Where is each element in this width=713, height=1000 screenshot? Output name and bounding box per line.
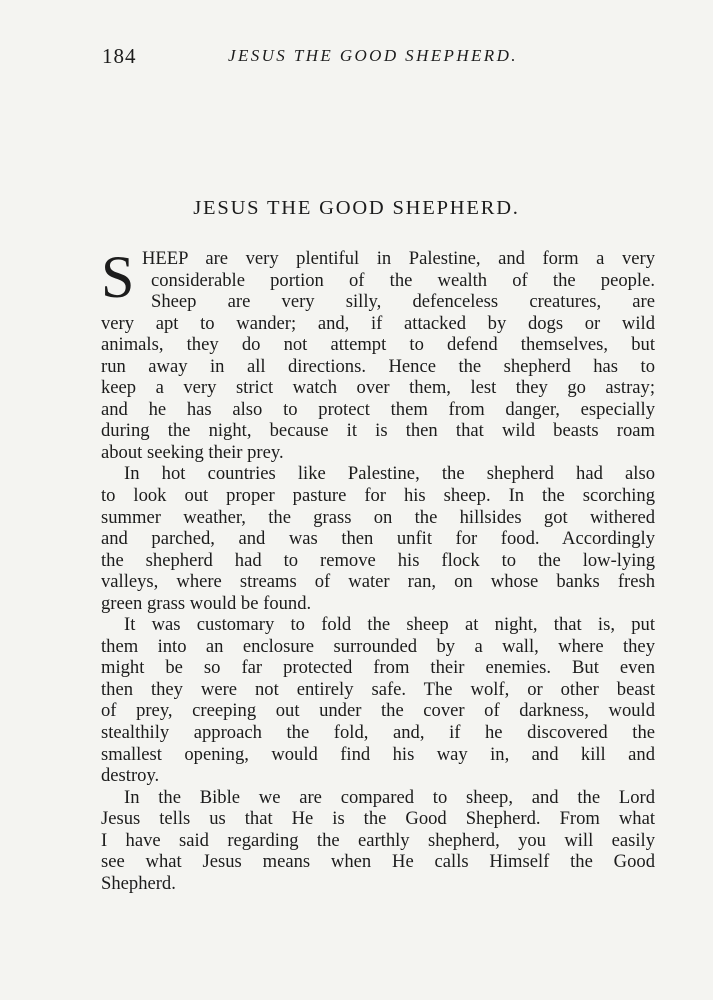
text-line: to look out proper pasture for his sheep. In the scorching	[101, 485, 655, 507]
text-line: during the night, because it is then that wild beasts roam	[101, 420, 655, 442]
text-line: It was customary to fold the sheep at night, that is, put	[124, 614, 655, 636]
text-line: see what Jesus means when He calls Himself the Good	[101, 851, 655, 873]
text-line: run away in all directions. Hence the shepherd has to	[101, 355, 655, 377]
text-line: destroy.	[101, 765, 160, 787]
text-line: the shepherd had to remove his flock to the low-lying	[101, 549, 655, 571]
text-line: summer weather, the grass on the hillsides got withered	[101, 506, 655, 528]
text-line: Shepherd.	[101, 872, 176, 894]
text-line: HEEP are very plentiful in Palestine, and form a very	[142, 248, 655, 269]
body-text	[101, 244, 655, 894]
paragraph-4	[101, 787, 655, 895]
text-line: keep a very strict watch over them, lest they go astray;	[101, 377, 655, 399]
running-title: JESUS THE GOOD SHEPHERD.	[228, 46, 518, 65]
text-line: Jesus tells us that He is the Good Shepherd. From what	[101, 808, 655, 830]
paragraph-2	[101, 463, 655, 614]
text-line: valleys, where streams of water ran, on whose banks fresh	[101, 571, 655, 593]
text-line: In the Bible we are compared to sheep, and the Lord	[124, 786, 655, 808]
text-line: smallest opening, would find his way in, and kill and	[101, 743, 655, 765]
text-line: animals, they do not attempt to defend themselves, but	[101, 334, 655, 356]
paragraph-3	[101, 614, 655, 786]
text-line: might be so far protected from their enemies. But even	[101, 657, 655, 679]
paragraph-1	[101, 244, 655, 463]
drop-cap: S	[101, 244, 135, 310]
text-line: stealthily approach the fold, and, if he discovered the	[101, 722, 655, 744]
text-line: of prey, creeping out under the cover of darkness, would	[101, 700, 655, 722]
text-line: and parched, and was then unfit for food. Accordingly	[101, 528, 655, 550]
text-line: In hot countries like Palestine, the shepherd had also	[124, 463, 655, 485]
running-head	[102, 44, 656, 72]
text-line: about seeking their prey.	[101, 441, 284, 463]
text-line: then they were not entirely safe. The wolf, or other beast	[101, 678, 655, 700]
chapter-title: JESUS THE GOOD SHEPHERD.	[193, 197, 520, 219]
text-line: I have said regarding the earthly shepherd, you will easily	[101, 829, 655, 851]
text-line: Sheep are very silly, defenceless creatures, are	[151, 291, 655, 313]
text-line: and he has also to protect them from danger, especially	[101, 398, 655, 420]
text-line: very apt to wander; and, if attacked by dogs or wild	[101, 312, 655, 334]
text-line: green grass would be found.	[101, 592, 312, 614]
text-line: considerable portion of the wealth of the people.	[151, 269, 655, 291]
text-line: them into an enclosure surrounded by a wall, where they	[101, 635, 655, 657]
page-number: 184	[102, 44, 137, 68]
